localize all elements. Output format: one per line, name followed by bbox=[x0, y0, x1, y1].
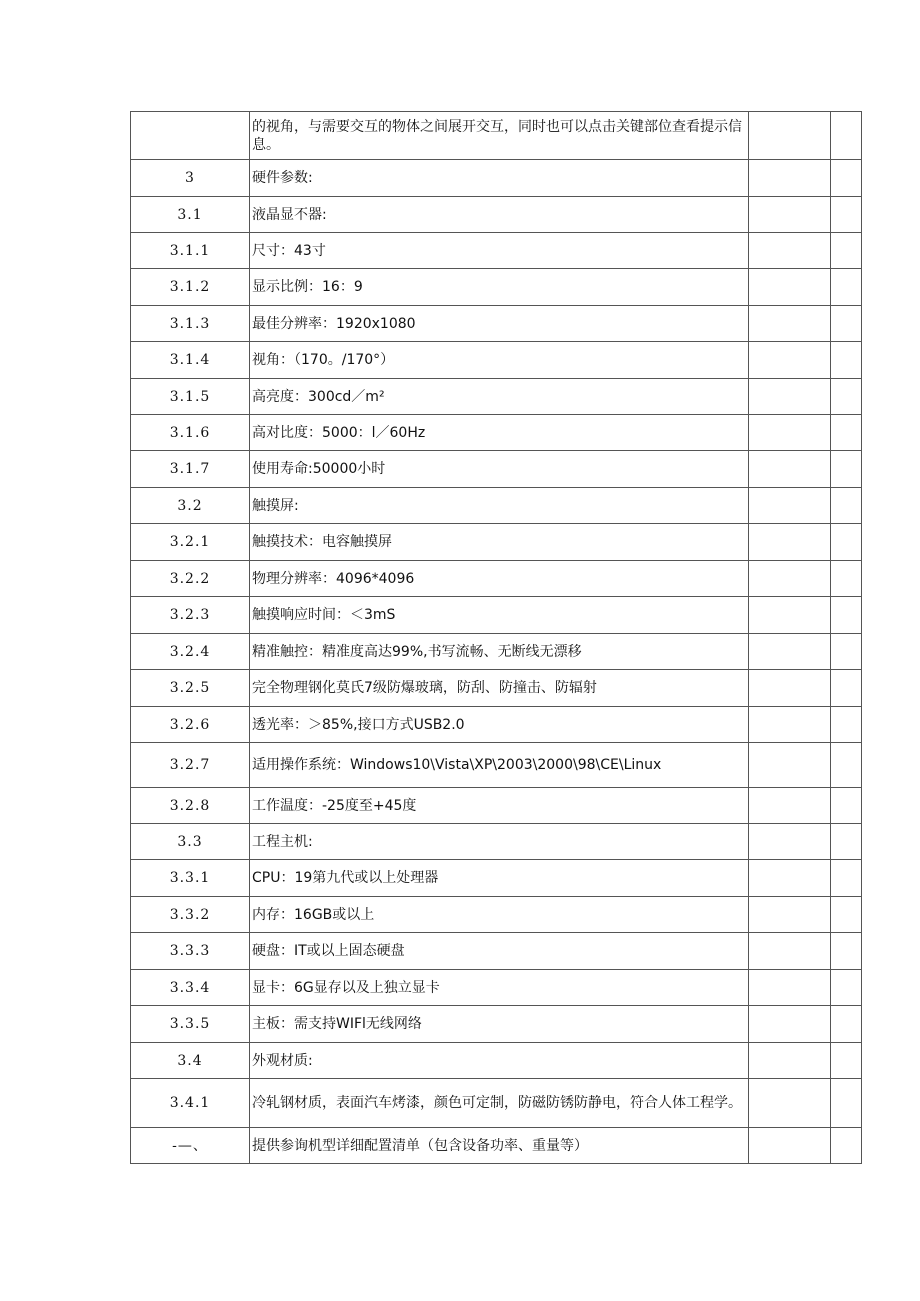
item-description-cell: 最佳分辨率：1920x1080 bbox=[250, 306, 749, 342]
empty-cell bbox=[749, 1006, 831, 1043]
empty-cell bbox=[749, 112, 831, 160]
item-number-cell: 3.1 bbox=[131, 197, 250, 233]
empty-cell bbox=[831, 233, 862, 269]
table-row bbox=[131, 897, 862, 933]
table-row bbox=[131, 743, 862, 788]
table-row bbox=[131, 860, 862, 897]
empty-cell bbox=[831, 160, 862, 197]
item-description-cell: CPU：19第九代或以上处理器 bbox=[250, 860, 749, 897]
item-description-cell: 主板：需支持WIFl无线网络 bbox=[250, 1006, 749, 1043]
item-description-cell: 液晶显不器: bbox=[250, 197, 749, 233]
empty-cell bbox=[749, 634, 831, 670]
table-row bbox=[131, 488, 862, 524]
item-number-cell: 3.1.4 bbox=[131, 342, 250, 379]
table-row bbox=[131, 1006, 862, 1043]
item-number-cell: 3.1.2 bbox=[131, 269, 250, 306]
empty-cell bbox=[831, 897, 862, 933]
empty-cell bbox=[831, 197, 862, 233]
empty-cell bbox=[831, 112, 862, 160]
empty-cell bbox=[831, 670, 862, 707]
table-row bbox=[131, 1043, 862, 1079]
item-number-cell: 3.4.1 bbox=[131, 1079, 250, 1128]
empty-cell bbox=[749, 415, 831, 451]
table-row bbox=[131, 160, 862, 197]
empty-cell bbox=[831, 488, 862, 524]
item-description-cell: 透光率：＞85%,接口方式USB2.0 bbox=[250, 707, 749, 743]
empty-cell bbox=[749, 743, 831, 788]
empty-cell bbox=[749, 788, 831, 824]
table-row bbox=[131, 561, 862, 597]
item-description-cell: 显示比例：16：9 bbox=[250, 269, 749, 306]
empty-cell bbox=[831, 1043, 862, 1079]
empty-cell bbox=[831, 415, 862, 451]
item-description-cell: 完全物理钢化莫氏7级防爆玻璃，防刮、防撞击、防辐射 bbox=[250, 670, 749, 707]
empty-cell bbox=[831, 269, 862, 306]
table-row bbox=[131, 788, 862, 824]
item-number-cell: 3.2.6 bbox=[131, 707, 250, 743]
item-number-cell: 3.3.4 bbox=[131, 970, 250, 1006]
empty-cell bbox=[831, 524, 862, 561]
empty-cell bbox=[749, 379, 831, 415]
empty-cell bbox=[831, 1006, 862, 1043]
empty-cell bbox=[749, 233, 831, 269]
empty-cell bbox=[831, 306, 862, 342]
empty-cell bbox=[831, 788, 862, 824]
item-number-cell: 3.2.2 bbox=[131, 561, 250, 597]
empty-cell bbox=[749, 1043, 831, 1079]
table-row bbox=[131, 415, 862, 451]
item-number-cell: 3.3.1 bbox=[131, 860, 250, 897]
item-number-cell: -—、 bbox=[131, 1128, 250, 1164]
item-number-cell: 3.1.1 bbox=[131, 233, 250, 269]
empty-cell bbox=[831, 707, 862, 743]
item-number-cell: 3.2.4 bbox=[131, 634, 250, 670]
table-row bbox=[131, 306, 862, 342]
item-number-cell bbox=[131, 112, 250, 160]
empty-cell bbox=[831, 561, 862, 597]
item-description-cell: 使用寿命:50000小时 bbox=[250, 451, 749, 488]
table-row bbox=[131, 970, 862, 1006]
table-row bbox=[131, 933, 862, 970]
empty-cell bbox=[831, 342, 862, 379]
empty-cell bbox=[831, 451, 862, 488]
empty-cell bbox=[831, 824, 862, 860]
empty-cell bbox=[831, 860, 862, 897]
empty-cell bbox=[749, 1128, 831, 1164]
item-number-cell: 3.3.3 bbox=[131, 933, 250, 970]
empty-cell bbox=[831, 1128, 862, 1164]
empty-cell bbox=[749, 707, 831, 743]
item-description-cell: 精准触控：精准度高达99%,书写流畅、无断线无漂移 bbox=[250, 634, 749, 670]
table-row bbox=[131, 451, 862, 488]
item-description-cell: 高对比度：5000：l／60Hz bbox=[250, 415, 749, 451]
item-description-cell: 工作温度：-25度至+45度 bbox=[250, 788, 749, 824]
empty-cell bbox=[749, 160, 831, 197]
item-number-cell: 3.1.7 bbox=[131, 451, 250, 488]
item-number-cell: 3 bbox=[131, 160, 250, 197]
empty-cell bbox=[749, 1079, 831, 1128]
item-description-cell: 适用操作系统：Windows10\Vista\XP\2003\2000\98\CE\Linux bbox=[250, 743, 749, 788]
item-description-cell: 视角：（170。/170°） bbox=[250, 342, 749, 379]
empty-cell bbox=[749, 524, 831, 561]
empty-cell bbox=[749, 306, 831, 342]
item-description-cell: 触摸技术：电容触摸屏 bbox=[250, 524, 749, 561]
item-number-cell: 3.1.3 bbox=[131, 306, 250, 342]
item-description-cell: 高亮度：300cd／m² bbox=[250, 379, 749, 415]
table-row bbox=[131, 597, 862, 634]
item-number-cell: 3.2.5 bbox=[131, 670, 250, 707]
item-number-cell: 3.2.3 bbox=[131, 597, 250, 634]
item-description-cell: 内存：16GB或以上 bbox=[250, 897, 749, 933]
empty-cell bbox=[831, 743, 862, 788]
item-description-cell: 冷轧钢材质，表面汽车烤漆，颜色可定制，防磁防锈防静电，符合人体工程学。 bbox=[250, 1079, 749, 1128]
empty-cell bbox=[749, 197, 831, 233]
item-number-cell: 3.1.6 bbox=[131, 415, 250, 451]
table-row bbox=[131, 197, 862, 233]
table-row bbox=[131, 1079, 862, 1128]
item-number-cell: 3.3 bbox=[131, 824, 250, 860]
table-row bbox=[131, 707, 862, 743]
table-row bbox=[131, 269, 862, 306]
item-description-cell: 触摸屏: bbox=[250, 488, 749, 524]
item-number-cell: 3.3.5 bbox=[131, 1006, 250, 1043]
empty-cell bbox=[749, 970, 831, 1006]
table-row bbox=[131, 342, 862, 379]
empty-cell bbox=[749, 269, 831, 306]
item-description-cell: 工程主机: bbox=[250, 824, 749, 860]
item-description-cell: 外观材质: bbox=[250, 1043, 749, 1079]
empty-cell bbox=[749, 860, 831, 897]
empty-cell bbox=[749, 561, 831, 597]
empty-cell bbox=[749, 597, 831, 634]
table-row bbox=[131, 379, 862, 415]
spec-table-body bbox=[131, 112, 862, 1164]
item-description-cell: 提供参询机型详细配置清单（包含设备功率、重量等） bbox=[250, 1128, 749, 1164]
item-description-cell: 的视角，与需要交互的物体之间展开交互，同时也可以点击关键部位查看提示信息。 bbox=[250, 112, 749, 160]
empty-cell bbox=[831, 634, 862, 670]
table-row bbox=[131, 112, 862, 160]
empty-cell bbox=[749, 670, 831, 707]
item-number-cell: 3.2.7 bbox=[131, 743, 250, 788]
item-number-cell: 3.1.5 bbox=[131, 379, 250, 415]
item-description-cell: 显卡：6G显存以及上独立显卡 bbox=[250, 970, 749, 1006]
spec-table bbox=[130, 111, 862, 1164]
table-row bbox=[131, 670, 862, 707]
empty-cell bbox=[749, 824, 831, 860]
table-row bbox=[131, 1128, 862, 1164]
item-number-cell: 3.2.8 bbox=[131, 788, 250, 824]
empty-cell bbox=[749, 933, 831, 970]
item-number-cell: 3.4 bbox=[131, 1043, 250, 1079]
empty-cell bbox=[749, 342, 831, 379]
empty-cell bbox=[749, 897, 831, 933]
item-description-cell: 硬盘：IT或以上固态硬盘 bbox=[250, 933, 749, 970]
table-row bbox=[131, 634, 862, 670]
table-row bbox=[131, 524, 862, 561]
empty-cell bbox=[749, 451, 831, 488]
empty-cell bbox=[749, 488, 831, 524]
empty-cell bbox=[831, 597, 862, 634]
item-description-cell: 硬件参数: bbox=[250, 160, 749, 197]
empty-cell bbox=[831, 933, 862, 970]
table-row bbox=[131, 233, 862, 269]
table-row bbox=[131, 824, 862, 860]
item-number-cell: 3.2 bbox=[131, 488, 250, 524]
empty-cell bbox=[831, 379, 862, 415]
item-description-cell: 尺寸：43寸 bbox=[250, 233, 749, 269]
item-number-cell: 3.2.1 bbox=[131, 524, 250, 561]
item-description-cell: 触摸响应时间：＜3mS bbox=[250, 597, 749, 634]
item-description-cell: 物理分辨率：4096*4096 bbox=[250, 561, 749, 597]
item-number-cell: 3.3.2 bbox=[131, 897, 250, 933]
empty-cell bbox=[831, 1079, 862, 1128]
empty-cell bbox=[831, 970, 862, 1006]
